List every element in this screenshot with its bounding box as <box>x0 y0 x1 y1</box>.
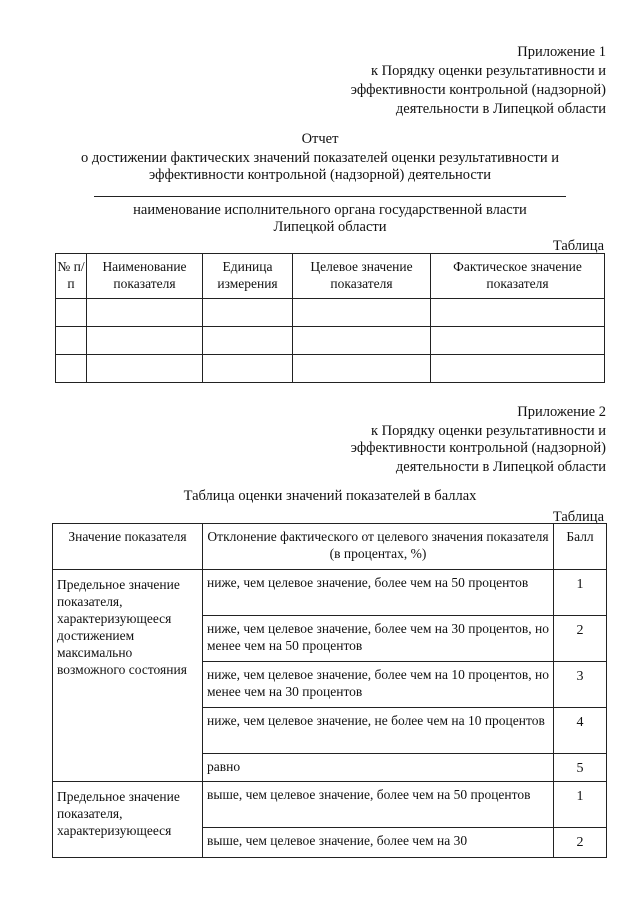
table-row <box>56 299 605 327</box>
column-header-target: Целевое значение показателя <box>293 254 431 299</box>
deviation-cell: ниже, чем целевое значение, более чем на 10 процентов, но менее чем на 30 процентов <box>203 662 554 708</box>
table-row <box>53 782 607 828</box>
column-header-actual: Фактическое значение показателя <box>431 254 605 299</box>
appendix2-header-line: к Порядку оценки результативности и <box>370 423 606 439</box>
report-subtitle-line: о достижении фактических значений показателей оценки результативности и <box>80 150 560 166</box>
appendix2-header-line: деятельности в Липецкой области <box>395 459 606 475</box>
table-cell <box>431 327 605 355</box>
table-cell <box>293 355 431 383</box>
appendix1-header-line: к Порядку оценки результативности и <box>370 63 606 79</box>
column-header-value: Значение показателя <box>53 524 203 570</box>
deviation-cell: ниже, чем целевое значение, более чем на 30 процентов, но менее чем на 50 процентов <box>203 616 554 662</box>
column-header-unit: Единица измерения <box>203 254 293 299</box>
table-row <box>56 327 605 355</box>
table-cell <box>293 327 431 355</box>
report-subtitle-line: эффективности контрольной (надзорной) деятельности <box>149 167 491 183</box>
column-header-number: № п/п <box>56 254 87 299</box>
deviation-cell: ниже, чем целевое значение, не более чем на 10 процентов <box>203 708 554 754</box>
table-cell <box>203 355 293 383</box>
appendix2-header-line: Приложение 2 <box>517 404 606 420</box>
table-cell <box>56 355 87 383</box>
appendix1-table-label: Таблица <box>552 238 604 254</box>
table-cell <box>87 299 203 327</box>
table-cell <box>87 355 203 383</box>
appendix1-header-line: деятельности в Липецкой области <box>395 101 606 117</box>
org-caption-line: наименование исполнительного органа государственной власти <box>133 202 527 218</box>
table-cell <box>56 327 87 355</box>
appendix2-table-label: Таблица <box>552 509 604 525</box>
report-title: Отчет <box>301 131 339 147</box>
score-cell: 1 <box>554 570 607 616</box>
table-cell <box>87 327 203 355</box>
score-table-title: Таблица оценки значений показателей в баллах <box>183 488 477 504</box>
org-caption-line: Липецкой области <box>273 219 387 235</box>
table-cell <box>56 299 87 327</box>
score-cell: 2 <box>554 828 607 858</box>
table-cell <box>293 299 431 327</box>
table-row <box>56 355 605 383</box>
score-cell: 1 <box>554 782 607 828</box>
deviation-cell: ниже, чем целевое значение, более чем на 50 процентов <box>203 570 554 616</box>
deviation-cell: равно <box>203 754 554 782</box>
org-name-underline <box>94 196 566 197</box>
score-cell: 2 <box>554 616 607 662</box>
table-header-row <box>53 524 607 570</box>
score-cell: 4 <box>554 708 607 754</box>
table-cell <box>431 355 605 383</box>
table-cell <box>203 299 293 327</box>
value-group-label: Предельное значение показателя, характеризующееся <box>53 782 203 858</box>
deviation-cell: выше, чем целевое значение, более чем на 50 процентов <box>203 782 554 828</box>
column-header-deviation: Отклонение фактического от целевого значения показателя (в процентах, %) <box>203 524 554 570</box>
score-cell: 5 <box>554 754 607 782</box>
table-row <box>53 570 607 616</box>
appendix1-header-line: эффективности контрольной (надзорной) <box>350 82 606 98</box>
appendix1-header-line: Приложение 1 <box>517 44 606 60</box>
deviation-cell: выше, чем целевое значение, более чем на 30 <box>203 828 554 858</box>
appendix2-header-line: эффективности контрольной (надзорной) <box>350 440 606 456</box>
column-header-name: Наименование показателя <box>87 254 203 299</box>
score-table <box>52 523 607 858</box>
table-header-row <box>56 254 605 299</box>
value-group-label: Предельное значение показателя, характеризующееся достижением максимально возможного состояния <box>53 570 203 782</box>
table-cell <box>431 299 605 327</box>
score-cell: 3 <box>554 662 607 708</box>
table-cell <box>203 327 293 355</box>
report-table <box>55 253 605 383</box>
column-header-score: Балл <box>554 524 607 570</box>
